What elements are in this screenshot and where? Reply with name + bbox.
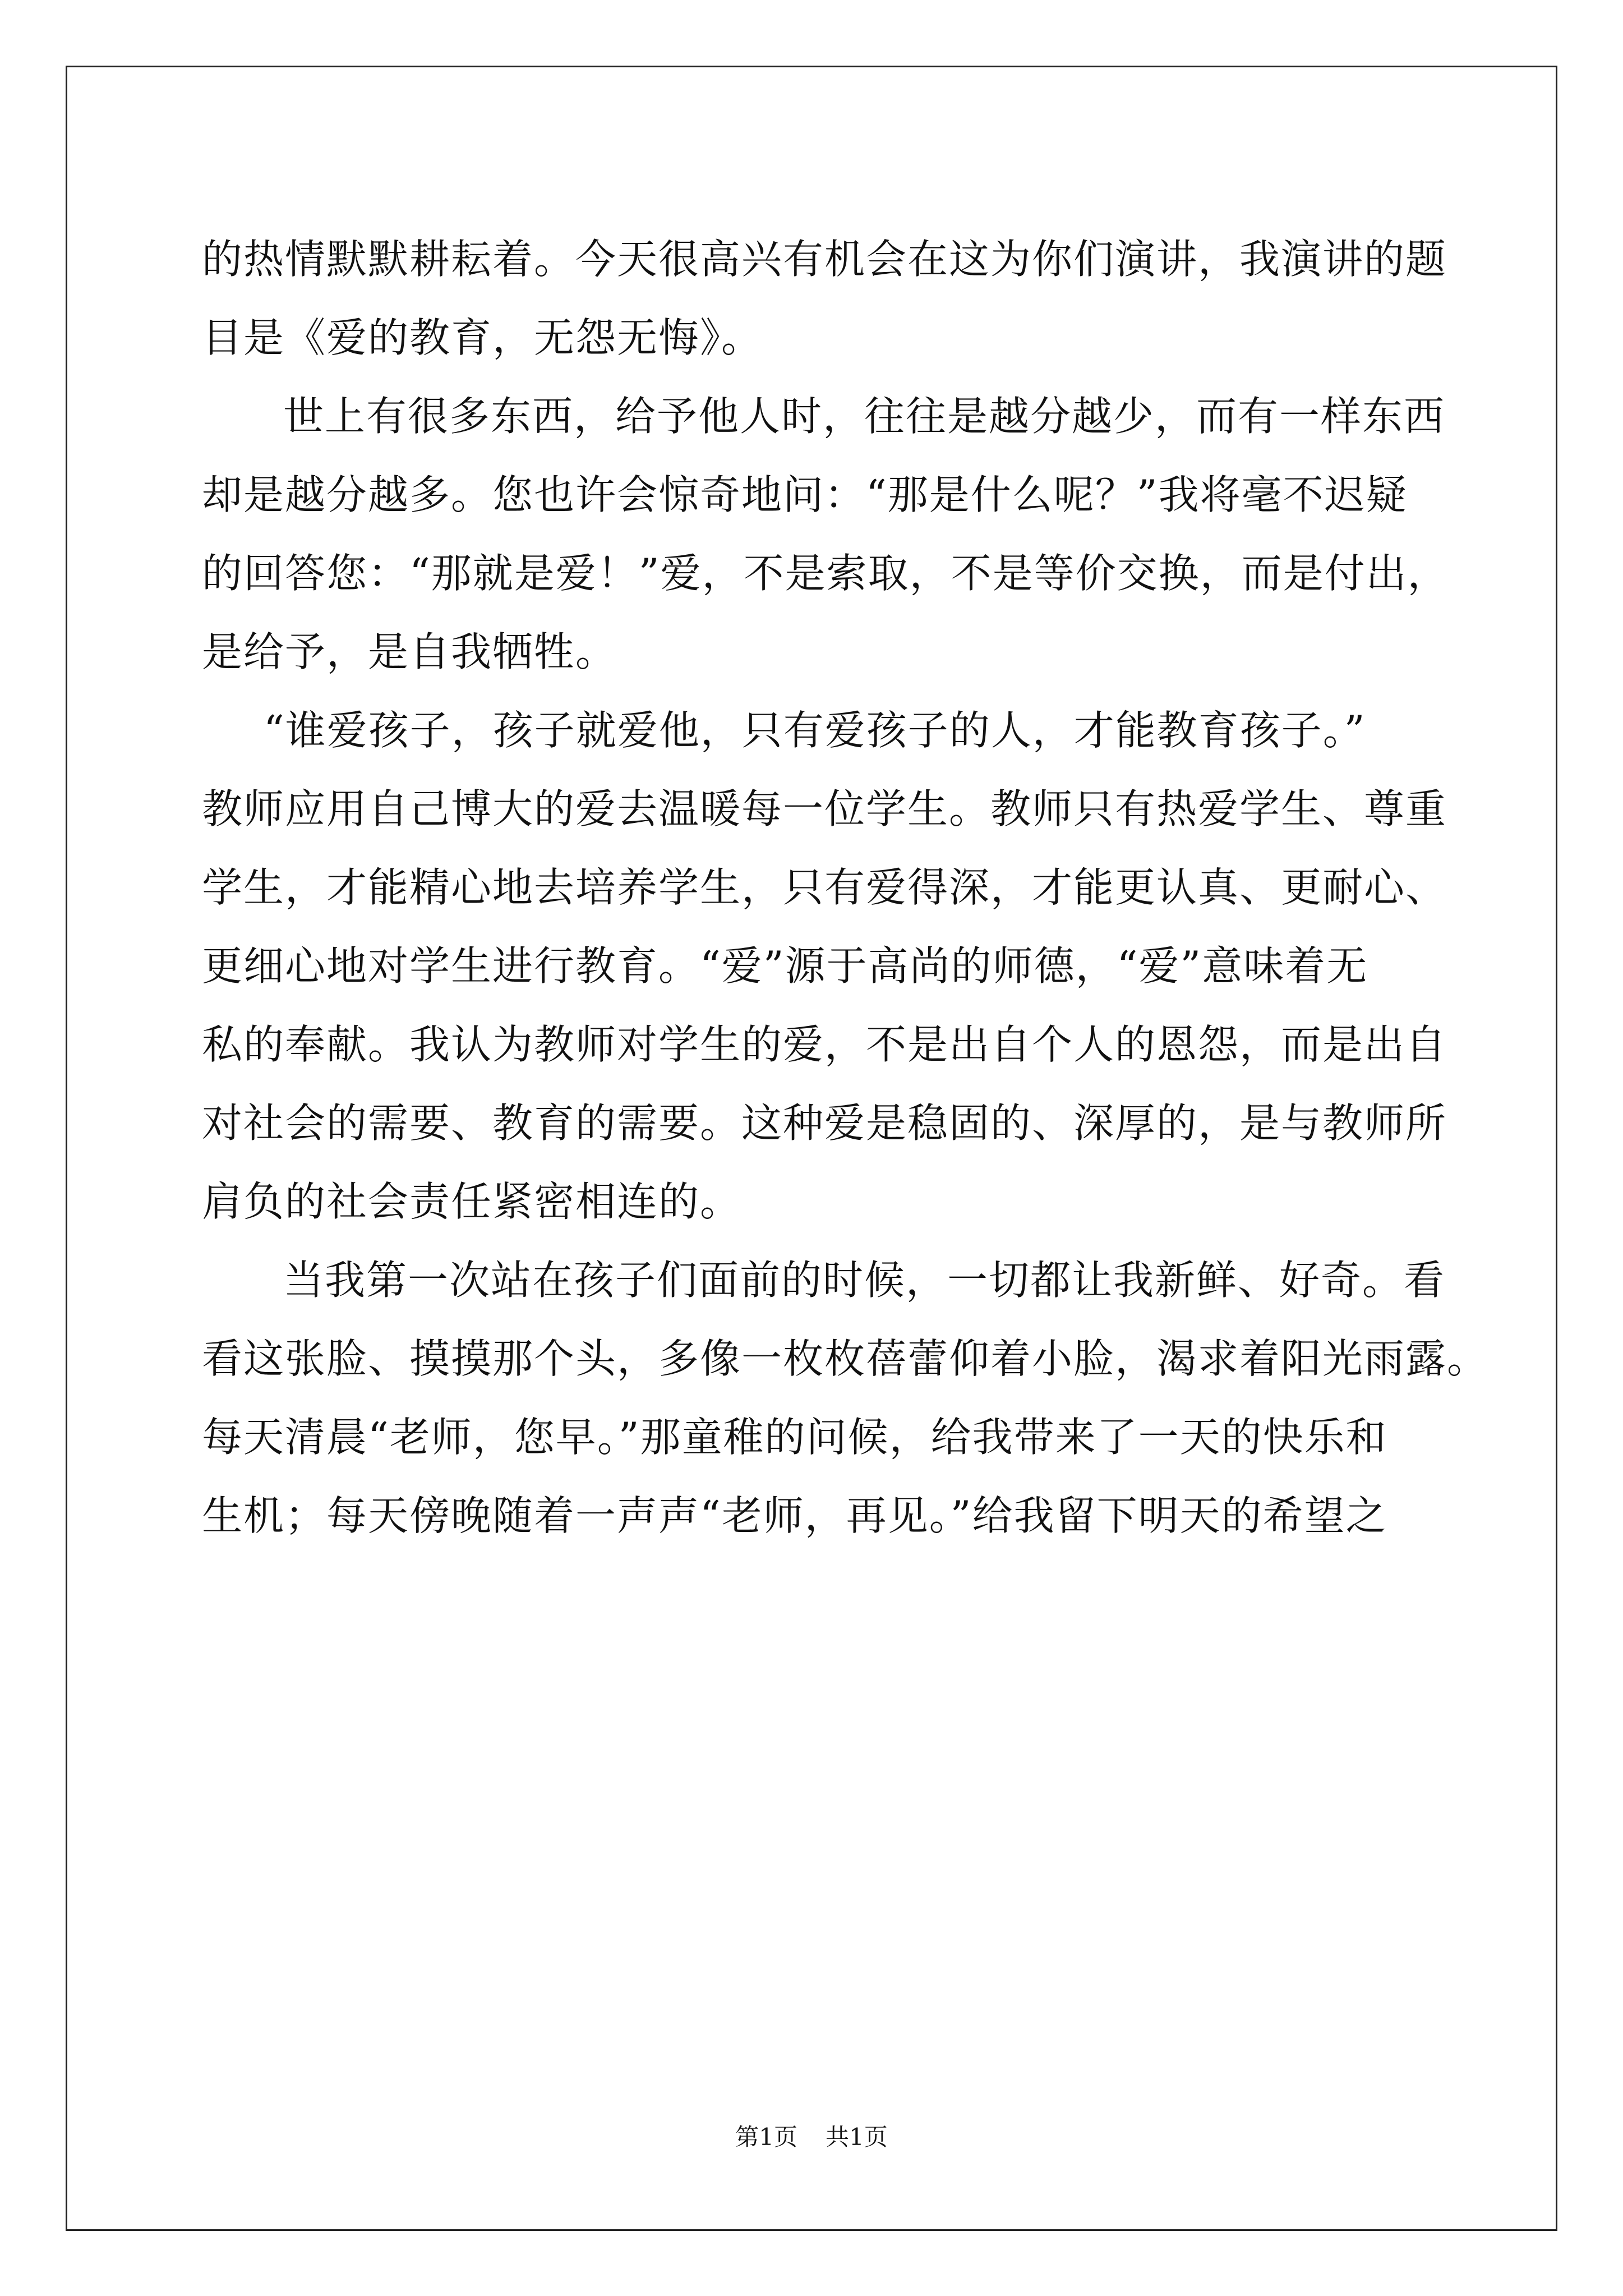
- text-line: “谁爱孩子，孩子就爱他，只有爱孩子的人，才能教育孩子。”: [264, 707, 1366, 754]
- text-line: 的回答您：“那就是爱！”爱，不是索取，不是等价交换，而是付出，: [202, 550, 1449, 597]
- text-line: 每天清晨“老师，您早。”那童稚的问候，给我带来了一天的快乐和: [202, 1414, 1387, 1461]
- text-line: 目是《爱的教育，无怨无悔》。: [202, 314, 763, 361]
- text-line: 更细心地对学生进行教育。“爱”源于高尚的师德，“爱”意味着无: [202, 942, 1368, 990]
- text-line: 是给予，是自我牺牲。: [202, 628, 617, 675]
- page-footer: [0, 2120, 1623, 2154]
- text-line: 却是越分越多。您也许会惊奇地问：“那是什么呢？”我将毫不迟疑: [202, 471, 1408, 518]
- text-line: 对社会的需要、教育的需要。这种爱是稳固的、深厚的，是与教师所: [202, 1099, 1447, 1147]
- page-number: 第1页: [735, 2123, 797, 2151]
- text-line: 肩负的社会责任紧密相连的。: [202, 1178, 742, 1225]
- text-line: 的热情默默耕耘着。今天很高兴有机会在这为你们演讲，我演讲的题: [202, 236, 1447, 283]
- text-line: 生机；每天傍晚随着一声声“老师，再见。”给我留下明天的希望之: [202, 1492, 1387, 1539]
- text-line: 教师应用自己博大的爱去温暖每一位学生。教师只有热爱学生、尊重: [202, 785, 1447, 832]
- text-line: 看这张脸、摸摸那个头，多像一枚枚蓓蕾仰着小脸，渴求着阳光雨露。: [202, 1335, 1489, 1382]
- text-line: 私的奉献。我认为教师对学生的爱，不是出自个人的恩怨，而是出自: [202, 1021, 1447, 1068]
- text-line: 世上有很多东西，给予他人时，往往是越分越少，而有一样东西: [283, 393, 1446, 440]
- text-line: 当我第一次站在孩子们面前的时候，一切都让我新鲜、好奇。看: [283, 1257, 1446, 1304]
- text-line: 学生，才能精心地去培养学生，只有爱得深，才能更认真、更耐心、: [202, 864, 1447, 911]
- page-total: 共1页: [826, 2123, 888, 2151]
